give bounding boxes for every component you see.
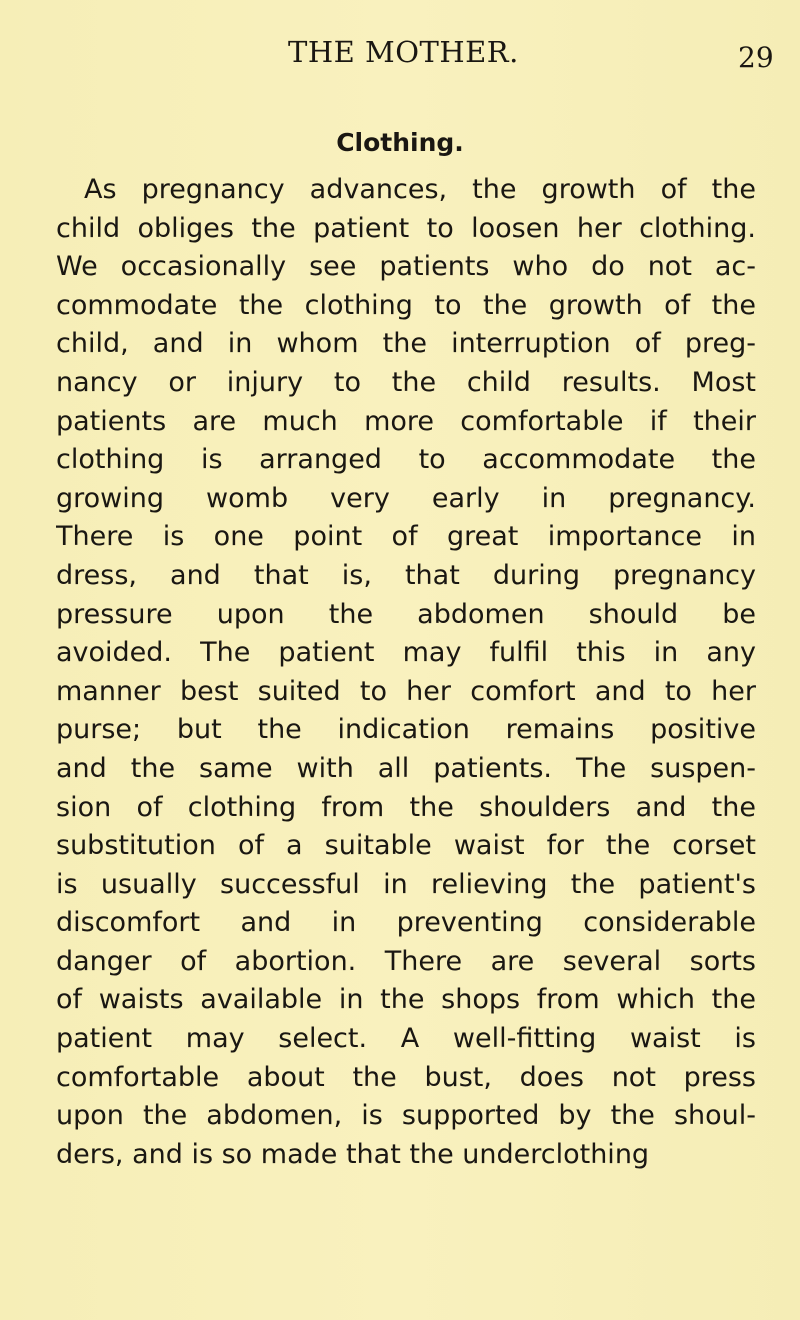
running-title: THE MOTHER. xyxy=(288,35,519,69)
body-text xyxy=(56,171,756,1174)
text-line: patient may select. A well-fitting waist is xyxy=(56,1023,756,1055)
text-line: As pregnancy advances, the growth of the xyxy=(84,174,756,205)
text-line: growing womb very early in pregnancy. xyxy=(56,482,756,514)
text-line: dress, and that is, that during pregnancy xyxy=(56,559,756,591)
text-line: child obliges the patient to loosen her clothing. xyxy=(56,212,756,244)
section-heading: Clothing. xyxy=(336,128,464,157)
text-line: upon the abdomen, is supported by the shoul- xyxy=(56,1100,756,1132)
text-line: commodate the clothing to the growth of the xyxy=(56,289,756,321)
text-line: clothing is arranged to accommodate the xyxy=(56,444,756,476)
text-line: We occasionally see patients who do not ac- xyxy=(56,251,756,283)
text-line: sion of clothing from the shoulders and the xyxy=(56,791,756,823)
text-line: child, and in whom the interruption of preg- xyxy=(56,328,756,360)
running-head xyxy=(0,32,800,72)
text-line: purse; but the indication remains positive xyxy=(56,714,756,746)
text-line: comfortable about the bust, does not press xyxy=(56,1061,756,1093)
page-number: 29 xyxy=(738,41,774,74)
text-line: ders, and is so made that the underclothing xyxy=(56,1138,650,1170)
text-line: pressure upon the abdomen should be xyxy=(56,598,756,630)
text-line: is usually successful in relieving the patient's xyxy=(56,868,756,900)
text-line: avoided. The patient may fulfil this in any xyxy=(56,637,756,669)
text-line: and the same with all patients. The suspen- xyxy=(56,752,756,784)
text-line: discomfort and in preventing considerable xyxy=(56,907,756,939)
text-line: patients are much more comfortable if their xyxy=(56,405,756,437)
text-line: danger of abortion. There are several sorts xyxy=(56,945,756,977)
text-line: There is one point of great importance in xyxy=(56,521,756,553)
text-line: nancy or injury to the child results. Most xyxy=(56,366,756,398)
text-line: manner best suited to her comfort and to her xyxy=(56,675,756,707)
text-line: substitution of a suitable waist for the corset xyxy=(56,830,756,862)
text-line: of waists available in the shops from which the xyxy=(56,984,756,1016)
